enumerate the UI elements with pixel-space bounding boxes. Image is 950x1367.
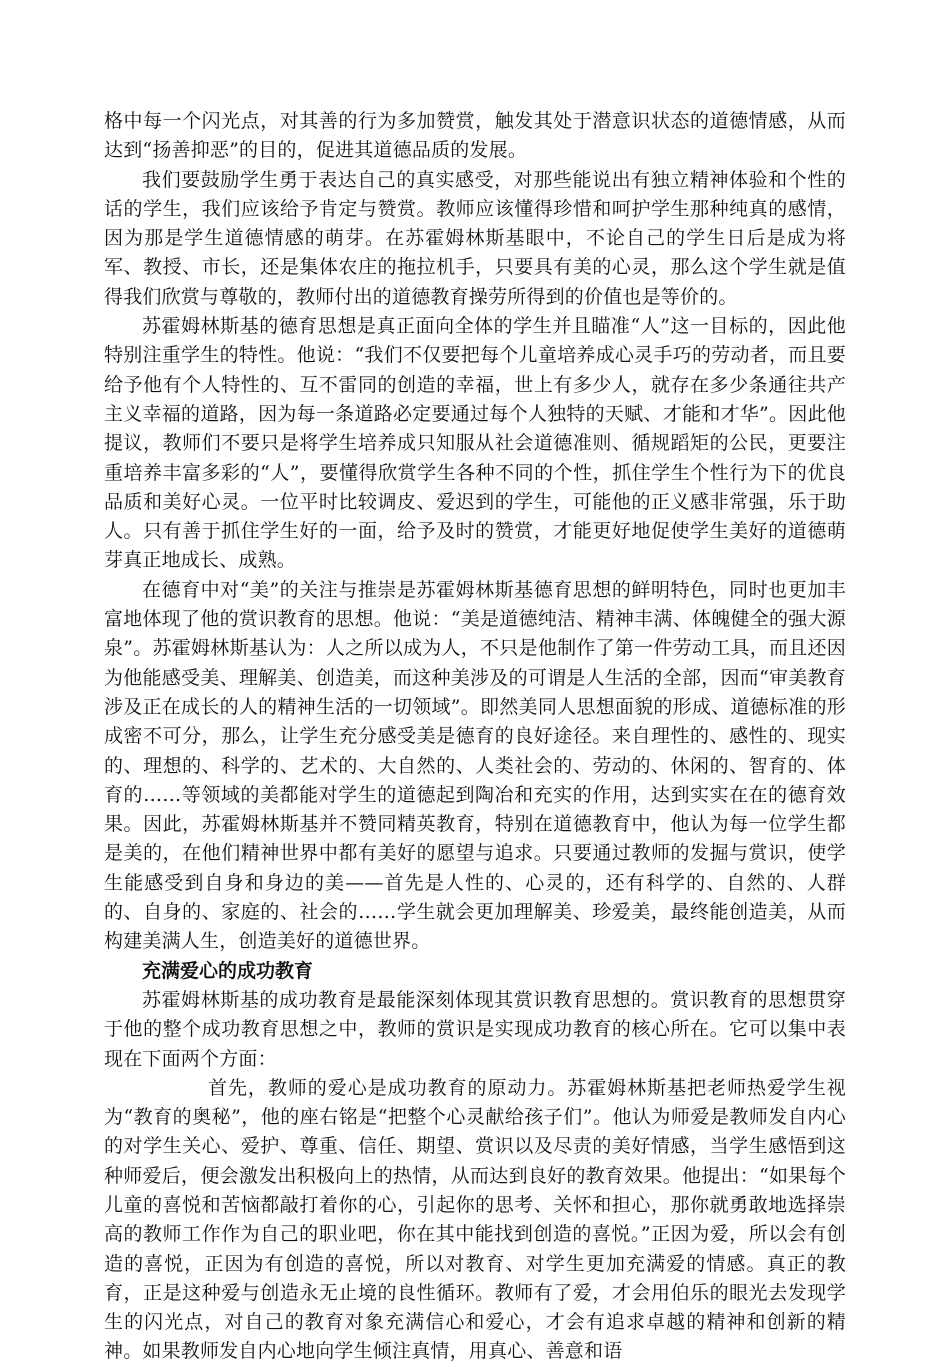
paragraph-beauty: 在德育中对“美”的关注与推崇是苏霍姆林斯基德育思想的鲜明特色，同时也更加丰富地体现了他的赏识教育的思想。他说：“美是道德纯洁、精神丰满、体魄健全的强大源泉”。苏霍姆林斯基认为：人之所以成为人，不只是他制作了第一件劳动工具，而且还因为他能感受美、理解美、创造美，而这种美涉及的可谓是人生活的全部，因而“审美教育涉及正在成长的人的精神生活的一切领域”。即然美同人思想面貌的形成、道德标准的形成密不可分，那么，让学生充分感受美是德育的良好途径。来自理性的、感性的、现实的、理想的、科学的、艺术的、大自然的、人类社会的、劳动的、休闲的、智育的、体育的……等领域的美都能对学生的道德起到陶冶和充实的作用，达到实实在在的德育效果。因此，苏霍姆林斯基并不赞同精英教育，特别在道德教育中，他认为每一位学生都是美的，在他们精神世界中都有美好的愿望与追求。只要通过教师的发掘与赏识，使学生能感受到自身和身边的美——首先是人性的、心灵的，还有科学的、自然的、人群的、自身的、家庭的、社会的……学生就会更加理解美、珍爱美，最终能创造美，从而构建美满人生，创造美好的道德世界。 xyxy=(104,578,846,953)
paragraph-success-education: 苏霍姆林斯基的成功教育是最能深刻体现其赏识教育思想的。赏识教育的思想贯穿于他的整个成功教育思想之中，教师的赏识是实现成功教育的核心所在。它可以集中表现在下面两个方面： xyxy=(104,988,846,1070)
section-heading: 充满爱心的成功教育 xyxy=(142,959,314,982)
paragraph-teacher-love: 首先，教师的爱心是成功教育的原动力。苏霍姆林斯基把老师热爱学生视为“教育的奥秘”，他的座右铭是“把整个心灵献给孩子们”。他认为师爱是教师发自内心的对学生关心、爱护、尊重、信任、期望、赏识以及尽责的美好情感，当学生感悟到这种师爱后，便会激发出积极向上的热情，从而达到良好的教育效果。他提出：“如果每个儿童的喜悦和苦恼都敲打着你的心，引起你的思考、关怀和担心，那你就勇敢地选择崇高的教师工作作为自己的职业吧，你在其中能找到创造的喜悦。”正因为爱，所以会有创造的喜悦，正因为有创造的喜悦，所以对教育、对学生更加充满爱的情感。真正的教育，正是这种爱与创造永无止境的良性循环。教师有了爱，才会用伯乐的眼光去发现学生的闪光点，对自己的教育对象充满信心和爱心，才会有追求卓越的精神和创新的精神。如果教师发自内心地向学生倾注真情，用真心、善意和语 xyxy=(104,1076,846,1363)
paragraph-individuality: 苏霍姆林斯基的德育思想是真正面向全体的学生并且瞄准“人”这一目标的，因此他特别注重学生的特性。他说：“我们不仅要把每个儿童培养成心灵手巧的劳动者，而且要给予他有个人特性的、互不雷同的创造的幸福，世上有多少人，就存在多少条通往共产主义幸福的道路，因为每一条道路必定要通过每个人独特的天赋、才能和才华”。因此他提议，教师们不要只是将学生培养成只知服从社会道德准则、循规蹈矩的公民，更要注重培养丰富多彩的“人”，要懂得欣赏学生各种不同的个性，抓住学生个性行为下的优良品质和美好心灵。一位平时比较调皮、爱迟到的学生，可能他的正义感非常强，乐于助人。只有善于抓住学生好的一面，给予及时的赞赏，才能更好地促使学生美好的道德萌芽真正地成长、成熟。 xyxy=(104,315,846,572)
paragraph-continued: 格中每一个闪光点，对其善的行为多加赞赏，触发其处于潜意识状态的道德情感，从而达到“扬善抑恶”的目的，促进其道德品质的发展。 xyxy=(104,110,846,162)
document-body xyxy=(104,107,846,1367)
paragraph-express-feelings: 我们要鼓励学生勇于表达自己的真实感受，对那些能说出有独立精神体验和个性的话的学生，我们应该给予肯定与赞赏。教师应该懂得珍惜和呵护学生那种纯真的感情，因为那是学生道德情感的萌芽。在苏霍姆林斯基眼中，不论自己的学生日后是成为将军、教授、市长，还是集体农庄的拖拉机手，只要具有美的心灵，那么这个学生就是值得我们欣赏与尊敬的，教师付出的道德教育操劳所得到的价值也是等价的。 xyxy=(104,168,846,308)
